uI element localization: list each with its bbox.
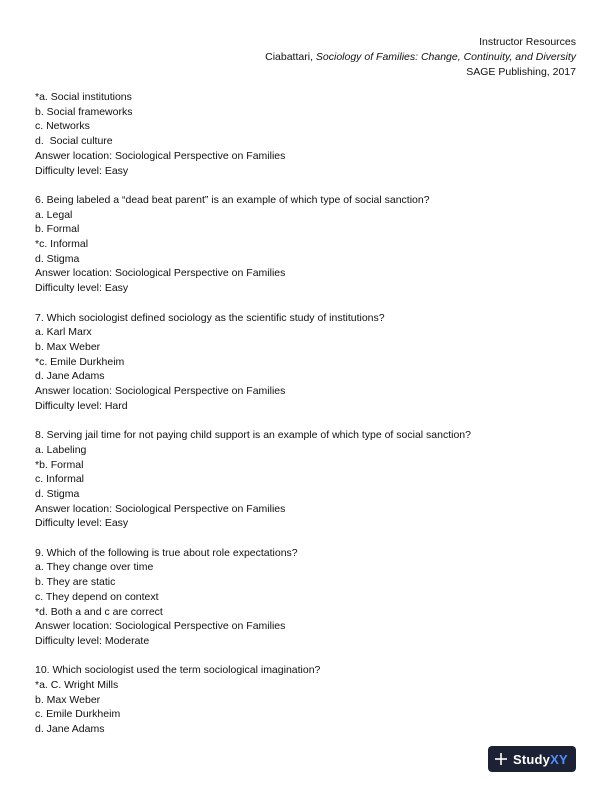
header-book-title: Sociology of Families: Change, Continuity, and Diversity [315, 51, 576, 63]
header-line-resources: Instructor Resources [479, 36, 576, 48]
header-line-citation [265, 50, 576, 65]
question-line: Difficulty level: Moderate [35, 634, 150, 647]
question-line: b. Social frameworks [35, 105, 133, 118]
header-author: Ciabattari, [265, 51, 316, 63]
plus-icon [494, 752, 508, 766]
question-line: Difficulty level: Hard [35, 399, 128, 412]
question-line: 10. Which sociologist used the term sociological imagination? [35, 664, 321, 677]
question-line: *a. C. Wright Mills [35, 679, 119, 692]
logo-text-accent: XY [550, 751, 568, 767]
question-block [35, 193, 580, 296]
question-line: b. Max Weber [35, 340, 101, 353]
question-line: d. Stigma [35, 252, 80, 265]
page-header [265, 35, 576, 80]
question-line: Answer location: Sociological Perspective on Families [35, 385, 286, 398]
question-line: c. Informal [35, 473, 85, 486]
question-list [35, 90, 580, 752]
header-line-publisher: SAGE Publishing, 2017 [466, 66, 576, 78]
question-line: Difficulty level: Easy [35, 517, 129, 530]
question-line: c. They depend on context [35, 590, 159, 603]
question-line: 6. Being labeled a “dead beat parent” is an example of which type of social sanction? [35, 193, 430, 206]
question-line: *d. Both a and c are correct [35, 605, 163, 618]
question-block [35, 428, 580, 531]
question-line: *a. Social institutions [35, 91, 132, 103]
question-block [35, 311, 580, 414]
question-line: a. They change over time [35, 561, 154, 574]
question-line: 7. Which sociologist defined sociology as the scientific study of institutions? [35, 311, 385, 324]
question-line: c. Networks [35, 120, 90, 133]
studyxy-logo[interactable] [488, 746, 576, 772]
question-line: 9. Which of the following is true about role expectations? [35, 546, 298, 559]
question-line: a. Labeling [35, 443, 87, 456]
question-block [35, 663, 580, 737]
logo-text-main: Study [513, 751, 551, 767]
question-line: a. Karl Marx [35, 326, 92, 339]
question-line: Answer location: Sociological Perspective on Families [35, 620, 286, 633]
question-line: Difficulty level: Easy [35, 282, 129, 295]
question-block [35, 90, 580, 178]
question-line: d. Social culture [35, 135, 113, 148]
question-line: Answer location: Sociological Perspective on Families [35, 149, 286, 162]
question-line: b. Formal [35, 223, 80, 236]
question-line: c. Emile Durkheim [35, 708, 121, 721]
question-line: Difficulty level: Easy [35, 164, 129, 177]
question-line: Answer location: Sociological Perspective on Families [35, 502, 286, 515]
question-line: d. Jane Adams [35, 723, 105, 736]
question-block [35, 546, 580, 649]
question-line: *b. Formal [35, 458, 84, 471]
question-line: d. Jane Adams [35, 370, 105, 383]
question-line: Answer location: Sociological Perspective on Families [35, 267, 286, 280]
logo-wordmark [513, 752, 568, 767]
question-line: 8. Serving jail time for not paying child support is an example of which type of social sanction? [35, 429, 471, 442]
question-line: d. Stigma [35, 487, 80, 500]
question-line: *c. Emile Durkheim [35, 355, 125, 368]
question-line: *c. Informal [35, 238, 89, 251]
question-line: a. Legal [35, 208, 73, 221]
question-line: b. They are static [35, 576, 116, 589]
question-line: b. Max Weber [35, 693, 101, 706]
